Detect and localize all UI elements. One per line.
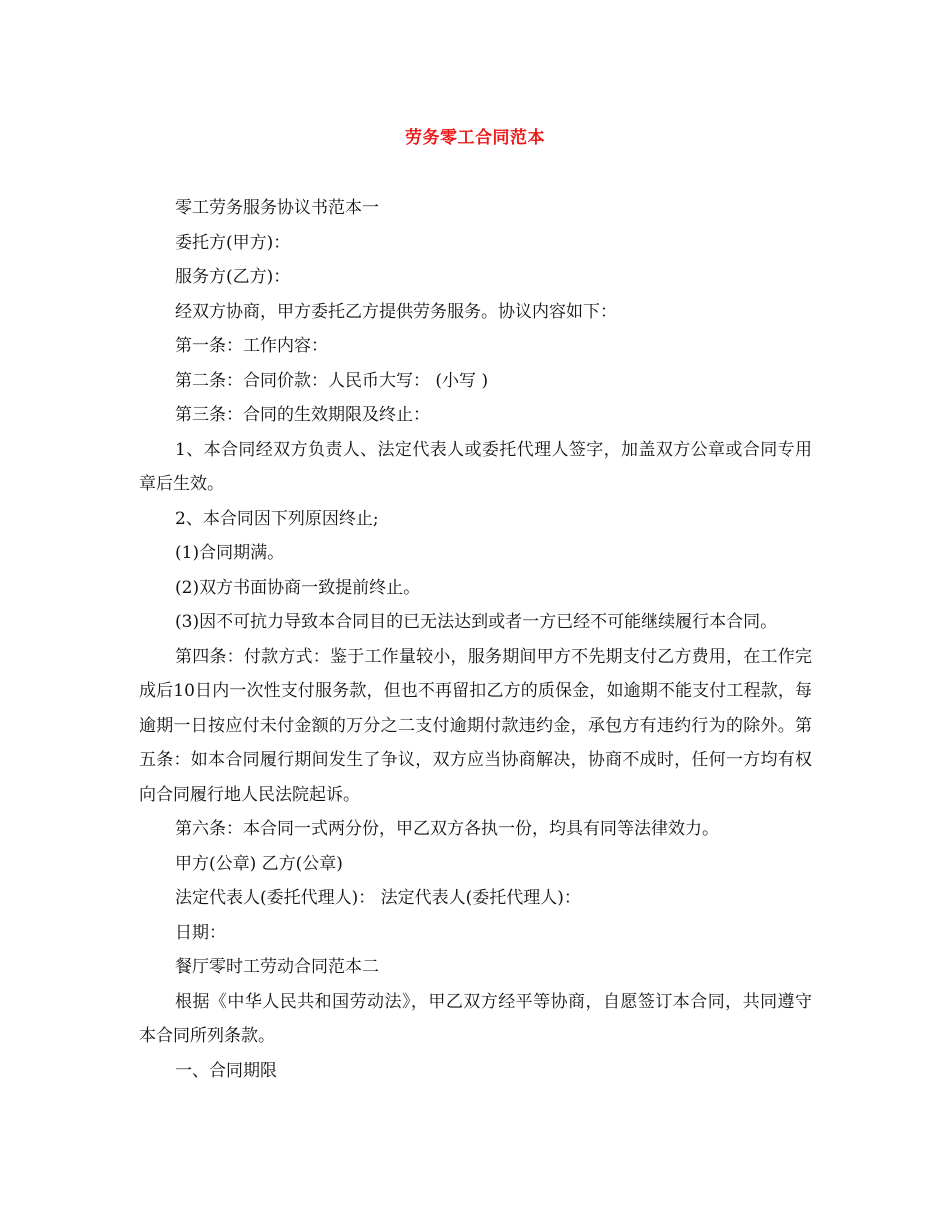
paragraph-5: 第一条：工作内容： [175, 336, 328, 356]
paragraph-18: 餐厅零时工劳动合同范本二 [175, 957, 379, 977]
paragraph-7: 第三条：合同的生效期限及终止： [175, 405, 430, 425]
paragraph-13: 第四条：付款方式：鉴于工作量较小，服务期间甲方不先期支付乙方费用，在工作完成后10日内一次性支付服务款，但也不再留扣乙方的质保金，如逾期不能支付工程款，每逾期一日按应付未付金额的万分之二支付逾期付款违约金，承包方有违约行为的除外。第五条：如本合同履行期间发生了争议，双方应当协商解决，协商不成时，任何一方均有权向合同履行地人民法院起诉。 [139, 646, 812, 805]
paragraph-17: 日期： [175, 922, 226, 943]
paragraph-11: (2)双方书面协商一致提前终止。 [175, 577, 421, 598]
paragraph-10: (1)合同期满。 [175, 543, 285, 563]
paragraph-19: 根据《中华人民共和国劳动法》，甲乙双方经平等协商，自愿签订本合同，共同遵守本合同所列条款。 [139, 991, 812, 1046]
paragraph-20: 一、合同期限 [175, 1060, 277, 1081]
paragraph-12: (3)因不可抗力导致本合同目的已无法达到或者一方已经不可能继续履行本合同。 [175, 612, 778, 632]
paragraph-15: 甲方(公章) 乙方(公章) [175, 853, 343, 874]
paragraph-8: 1、本合同经双方负责人、法定代表人或委托代理人签字，加盖双方公章或合同专用章后生效。 [139, 439, 812, 494]
paragraph-2: 委托方(甲方)： [175, 232, 291, 253]
document-title: 劳务零工合同范本 [405, 128, 545, 148]
paragraph-1: 零工劳务服务协议书范本一 [175, 198, 379, 218]
paragraph-16: 法定代表人(委托代理人)： 法定代表人(委托代理人)： [175, 888, 581, 908]
document-body [139, 191, 812, 1088]
paragraph-14: 第六条：本合同一式两分份，甲乙双方各执一份，均具有同等法律效力。 [175, 819, 719, 839]
paragraph-4: 经双方协商，甲方委托乙方提供劳务服务。协议内容如下： [175, 301, 617, 322]
paragraph-6: 第二条：合同价款：人民币大写： (小写 ) [175, 370, 489, 391]
paragraph-3: 服务方(乙方)： [175, 267, 291, 287]
paragraph-9: 2、本合同因下列原因终止; [175, 508, 379, 529]
